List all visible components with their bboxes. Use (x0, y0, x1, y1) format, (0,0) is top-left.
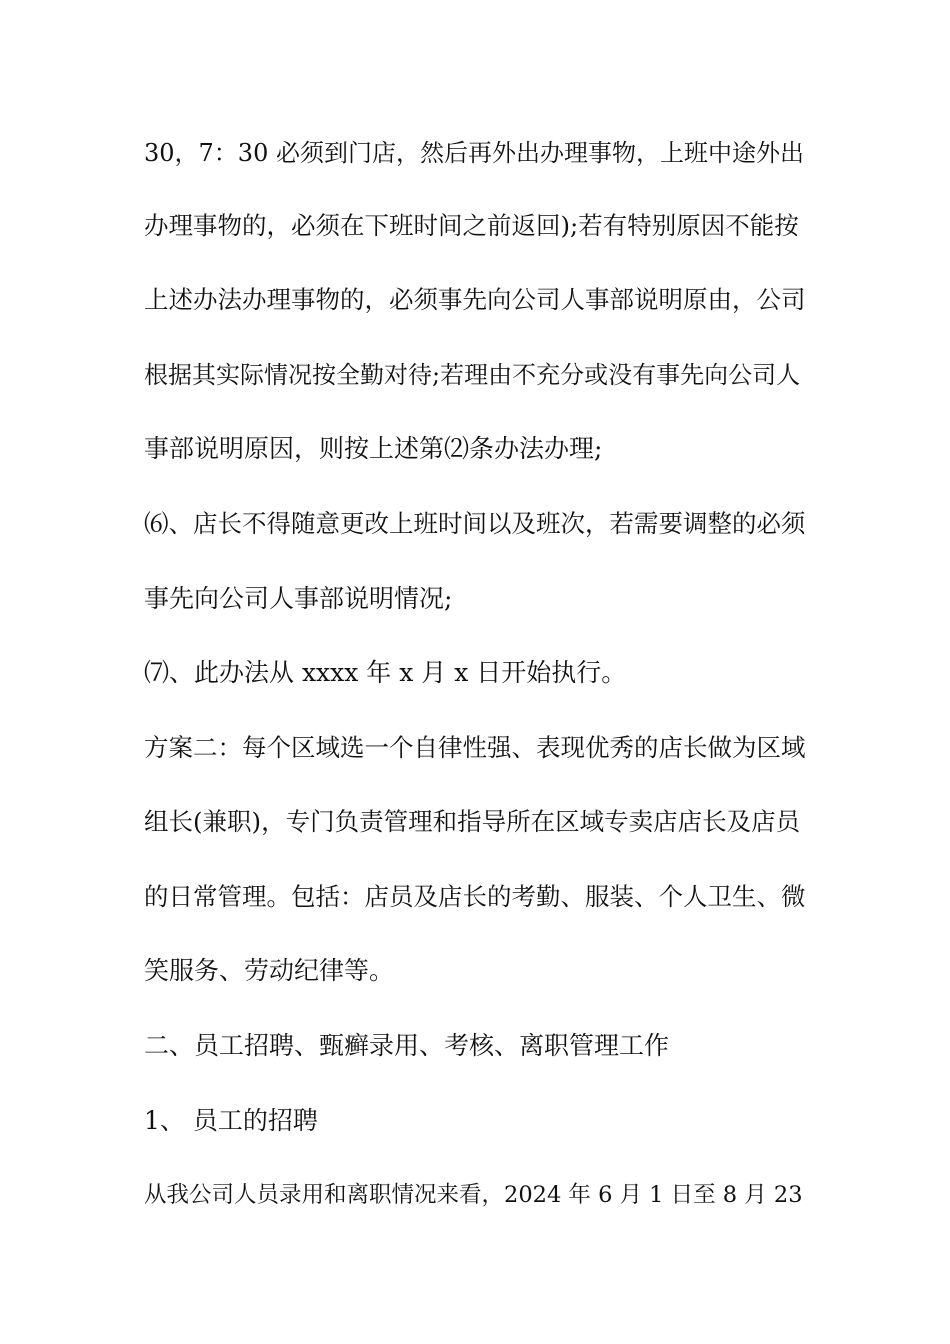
text-line: 事先向公司人事部说明情况; (144, 584, 453, 613)
text-line: 方案二：每个区域选一个自律性强、表现优秀的店长做为区域 (144, 733, 806, 762)
text-line: 事部说明原因，则按上述第⑵条办法办理; (144, 434, 603, 463)
text-line: 的日常管理。包括：店员及店长的考勤、服装、个人卫生、微 (144, 882, 806, 911)
text-line: 上述办法办理事物的，必须事先向公司人事部说明原由，公司 (144, 285, 806, 314)
text-line: ⑹、店长不得随意更改上班时间以及班次，若需要调整的必须 (144, 509, 806, 538)
text-line: 组长(兼职)，专门负责管理和指导所在区域专卖店店长及店员 (144, 807, 801, 836)
subsection-heading: 1、 员工的招聘 (144, 1106, 318, 1135)
text-line: 根据其实际情况按全勤对待;若理由不充分或没有事先向公司人 (144, 361, 801, 389)
text-line: 办理事物的，必须在下班时间之前返回);若有特别原因不能按 (144, 211, 799, 240)
section-heading: 二、员工招聘、甄癣录用、考核、离职管理工作 (144, 1031, 670, 1060)
text-line: ⑺、此办法从 xxxx 年 x 月 x 日开始执行。 (144, 658, 627, 687)
text-line: 笑服务、劳动纪律等。 (144, 956, 395, 985)
text-line: 30，7：30 必须到门店，然后再外出办理事物，上班中途外出 (144, 139, 804, 167)
text-line: 从我公司人员录用和离职情况来看，2024 年 6 月 1 日至 8 月 23 (144, 1182, 803, 1208)
